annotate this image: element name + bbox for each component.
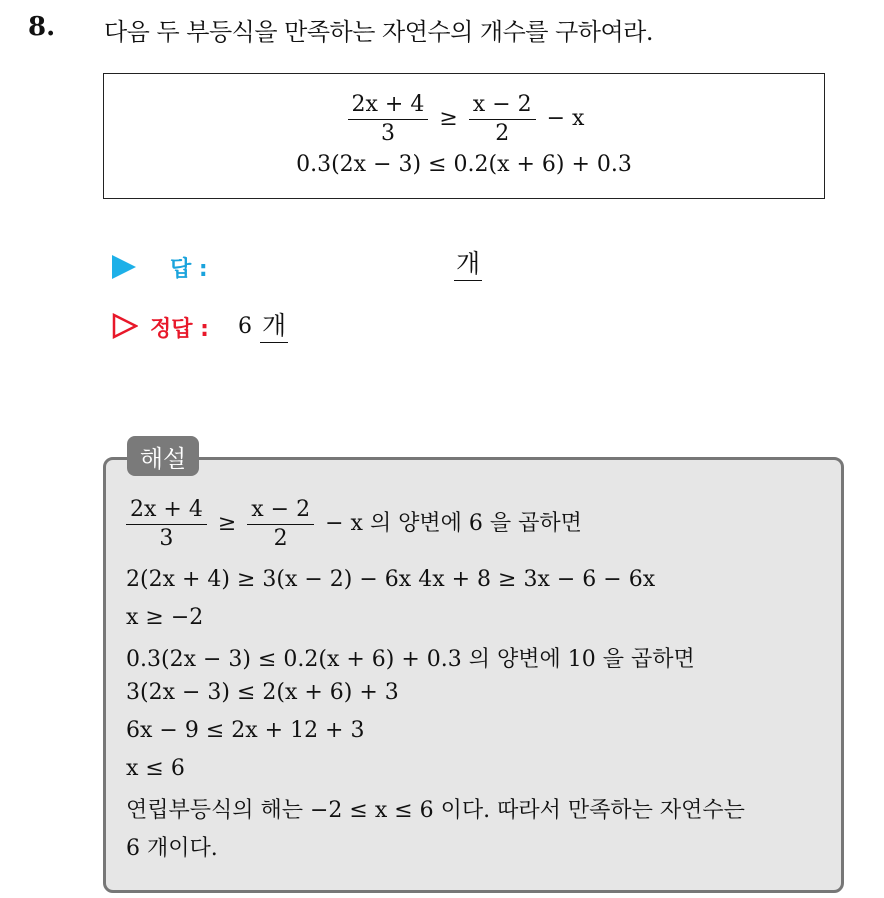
explanation-line: 0.3(2x − 3) ≤ 0.2(x + 6) + 0.3 의 양변에 10 을 곱하면 — [126, 647, 695, 672]
answer-marker-icon — [112, 255, 136, 279]
inequality-second: 0.3(2x − 3) ≤ 0.2(x + 6) + 0.3 — [296, 152, 632, 177]
fraction-right — [469, 92, 536, 146]
fraction-denominator: 2 — [273, 526, 288, 552]
fraction-denominator: 3 — [159, 526, 174, 552]
fraction-denominator: 2 — [495, 121, 510, 147]
correct-value: 6 — [238, 314, 252, 339]
fraction-left — [348, 92, 429, 146]
inequality-operator: ≥ — [217, 511, 237, 537]
correct-label: 정답 : — [150, 317, 209, 342]
answer-unit[interactable]: 개 — [454, 250, 482, 281]
explanation-line: 6x − 9 ≤ 2x + 12 + 3 — [126, 718, 365, 743]
fraction-numerator: 2x + 4 — [126, 497, 207, 525]
inequality-box — [103, 73, 825, 199]
answer-label: 답 : — [170, 257, 208, 282]
fraction-right — [247, 497, 314, 551]
correct-marker-icon — [112, 313, 138, 339]
fraction-left — [126, 497, 207, 551]
explanation-line: 연립부등식의 해는 −2 ≤ x ≤ 6 이다. 따라서 만족하는 자연수는 — [126, 798, 745, 823]
inequality-first — [104, 92, 824, 146]
inequality-tail: − x — [546, 106, 585, 132]
explanation-tab: 해설 — [127, 436, 199, 476]
fraction-numerator: 2x + 4 — [348, 92, 429, 120]
fraction-numerator: x − 2 — [247, 497, 314, 525]
explanation-line: 6 개이다. — [126, 836, 218, 861]
inequality-tail: − x — [325, 511, 363, 537]
inequality-operator: ≥ — [439, 106, 458, 132]
explanation-line: x ≥ −2 — [126, 605, 204, 630]
fraction-numerator: x − 2 — [469, 92, 536, 120]
explanation-line: 2(2x + 4) ≥ 3(x − 2) − 6x 4x + 8 ≥ 3x − 6 − 6x — [126, 567, 656, 592]
explanation-first-line — [126, 497, 582, 551]
explanation-line: x ≤ 6 — [126, 756, 185, 781]
question-number: 8. — [28, 12, 56, 42]
fraction-denominator: 3 — [380, 121, 395, 147]
explanation-text: 의 양변에 6 을 곱하면 — [369, 511, 582, 537]
correct-unit: 개 — [260, 312, 288, 343]
explanation-line: 3(2x − 3) ≤ 2(x + 6) + 3 — [126, 680, 399, 705]
question-prompt: 다음 두 부등식을 만족하는 자연수의 개수를 구하여라. — [104, 18, 653, 46]
